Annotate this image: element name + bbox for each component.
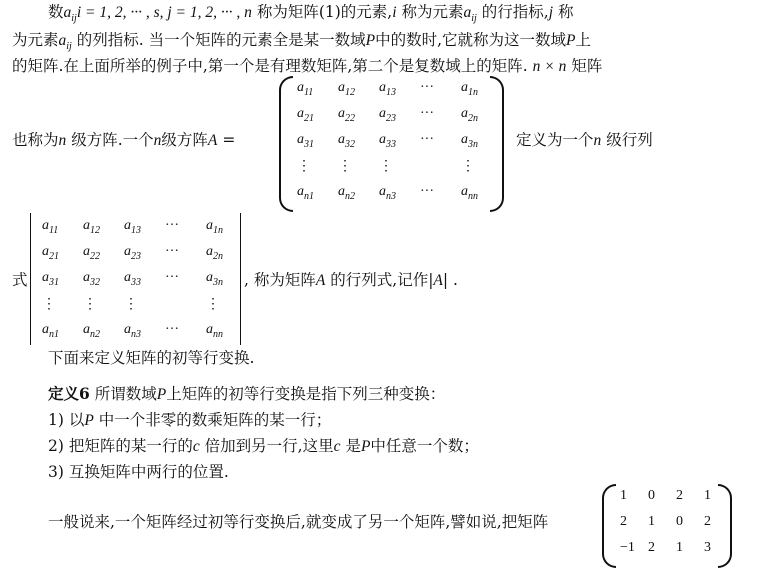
- text-fragment: 一般说来,一个矩阵经过初等行变换后,就变成了另一个矩阵,譬如说,把矩阵: [48, 513, 549, 531]
- matrix-cell: $a_{2n}$: [206, 244, 223, 262]
- math-var: P: [365, 32, 376, 49]
- text-fragment: , 称为矩阵: [244, 271, 316, 289]
- matrix-cell: $a_{22}$: [83, 244, 100, 262]
- text-line-last: [48, 512, 548, 532]
- text-fragment: 级方阵: [161, 131, 208, 149]
- text-fragment: 定义为一个: [516, 131, 594, 149]
- matrix-cell: $a_{31}$: [297, 132, 314, 150]
- text-line-5-right: [244, 270, 458, 291]
- matrix-cell: ···: [420, 184, 434, 199]
- math-var: c: [333, 438, 341, 455]
- matrix-cell: $a_{23}$: [379, 106, 396, 124]
- matrix-cell: ···: [165, 244, 179, 259]
- matrix-cell: 1: [648, 514, 655, 529]
- matrix-cell: ···: [420, 132, 434, 147]
- text-line-2: [12, 30, 591, 57]
- math-var: P: [360, 438, 371, 455]
- matrix-cell: ⋮: [379, 159, 393, 174]
- matrix-cell: −1: [620, 540, 635, 555]
- text-fragment: 倍加到另一行,这里: [204, 437, 334, 455]
- text-fragment: 中一个非零的数乘矩阵的某一行；: [98, 411, 332, 429]
- matrix-cell: 2: [704, 514, 711, 529]
- math-var: c: [192, 438, 200, 455]
- matrix-cell: ···: [420, 106, 434, 121]
- matrix-cell: $a_{23}$: [124, 244, 141, 262]
- text-fragment: 是: [345, 437, 361, 455]
- text-line-3: [12, 56, 602, 77]
- text-fragment: 中任意一个数；: [370, 437, 479, 455]
- matrix-cell: 3: [704, 540, 711, 555]
- text-fragment: 的行列式,记作|: [330, 271, 434, 289]
- text-fragment: 1) 以: [48, 411, 85, 429]
- math-var: j: [548, 4, 553, 21]
- matrix-cell: ⋮: [297, 159, 311, 174]
- matrix-cell: $a_{13}$: [124, 218, 141, 236]
- math-expression: n × n: [532, 58, 567, 75]
- math-var: P: [156, 386, 167, 403]
- matrix-cell: 2: [648, 540, 655, 555]
- matrix-cell: 0: [676, 514, 683, 529]
- matrix-cell: $a_{2n}$: [461, 106, 478, 124]
- math-var: a: [463, 4, 472, 21]
- example-right-parenthesis: [718, 484, 732, 568]
- matrix-cell: 1: [620, 488, 627, 503]
- text-fragment: 数: [48, 3, 64, 21]
- math-var: n: [58, 132, 67, 149]
- matrix-cell: $a_{n1}$: [297, 184, 314, 202]
- math-var: i: [392, 4, 397, 21]
- math-var: A: [315, 272, 326, 289]
- text-fragment: 为元素: [12, 31, 59, 49]
- definition-label: 定义6: [48, 384, 90, 403]
- text-fragment: 级方阵.一个: [71, 131, 154, 149]
- matrix-cell: $a_{nn}$: [206, 322, 223, 340]
- matrix-cell: ⋮: [124, 297, 138, 312]
- text-fragment: 3) 互换矩阵中两行的位置.: [48, 463, 229, 481]
- matrix-cell: 2: [620, 514, 627, 529]
- text-fragment: 称: [557, 3, 574, 21]
- math-var: P: [566, 32, 576, 49]
- matrix-cell: $a_{21}$: [297, 106, 314, 124]
- matrix-cell: 1: [704, 488, 711, 503]
- matrix-cell: 2: [676, 488, 683, 503]
- math-var: P: [84, 412, 94, 429]
- math-var: A: [207, 132, 218, 149]
- list-item-3: [48, 462, 229, 482]
- math-subscript: ij: [471, 13, 477, 25]
- matrix-cell: 0: [648, 488, 655, 503]
- matrix-cell: $a_{n2}$: [83, 322, 100, 340]
- determinant-left-bar: [30, 213, 31, 345]
- text-fragment: 上矩阵的初等行变换是指下列三种变换：: [166, 385, 446, 403]
- text-fragment: 下面来定义矩阵的初等行变换.: [48, 349, 255, 367]
- matrix-cell: ⋮: [42, 297, 56, 312]
- text-fragment: | .: [442, 271, 458, 289]
- text-fragment: 的矩阵.在上面所举的例子中,第一个是有理数矩阵,第二个是复数域上的矩阵.: [12, 57, 528, 75]
- matrix-cell: ···: [165, 218, 179, 233]
- matrix-cell: $a_{11}$: [297, 80, 314, 98]
- matrix-cell: $a_{21}$: [42, 244, 59, 262]
- text-fragment: 上: [575, 31, 592, 49]
- math-var: n: [593, 132, 602, 149]
- matrix-cell: $a_{nn}$: [461, 184, 478, 202]
- matrix-cell: 1: [676, 540, 683, 555]
- text-fragment: 的列指标. 当一个矩阵的元素全是某一数域: [76, 31, 366, 49]
- math-var: n: [153, 132, 162, 149]
- matrix-cell: ⋮: [206, 297, 220, 312]
- math-subscript: ij: [66, 41, 72, 53]
- text-line-1: [48, 2, 573, 29]
- text-line-6: [48, 348, 254, 368]
- text-fragment: 矩阵: [571, 57, 603, 75]
- matrix-cell: $a_{3n}$: [206, 270, 223, 288]
- matrix-cell: $a_{1n}$: [206, 218, 223, 236]
- matrix-cell: $a_{33}$: [124, 270, 141, 288]
- matrix-cell: $a_{n2}$: [338, 184, 355, 202]
- matrix-cell: $a_{22}$: [338, 106, 355, 124]
- list-item-2: [48, 436, 479, 457]
- matrix-cell: $a_{32}$: [83, 270, 100, 288]
- text-fragment: 中的数时,它就称为这一数域: [375, 31, 567, 49]
- math-expression: i = 1, 2, ··· , s, j = 1, 2, ··· , n: [76, 4, 252, 21]
- matrix-cell: $a_{11}$: [42, 218, 59, 236]
- matrix-cell: ⋮: [338, 159, 352, 174]
- text-line-4-right: [516, 130, 653, 151]
- text-fragment: 的行指标,: [481, 3, 549, 21]
- text-fragment: 2) 把矩阵的某一行的: [48, 437, 193, 455]
- text-fragment: 级行列: [606, 131, 653, 149]
- text-fragment: 所谓数域: [94, 385, 157, 403]
- matrix-cell: $a_{33}$: [379, 132, 396, 150]
- matrix-cell: ···: [165, 322, 179, 337]
- list-item-1: [48, 410, 331, 431]
- right-parenthesis: [490, 76, 504, 212]
- text-fragment: 也称为: [12, 131, 59, 149]
- math-var: A: [433, 272, 443, 289]
- matrix-cell: ⋮: [461, 159, 475, 174]
- matrix-cell: $a_{12}$: [338, 80, 355, 98]
- matrix-cell: $a_{31}$: [42, 270, 59, 288]
- matrix-cell: $a_{1n}$: [461, 80, 478, 98]
- matrix-cell: $a_{13}$: [379, 80, 396, 98]
- matrix-cell: $a_{n3}$: [379, 184, 396, 202]
- definition-line: [48, 384, 445, 405]
- matrix-cell: $a_{32}$: [338, 132, 355, 150]
- math-equals: =: [222, 131, 236, 149]
- text-fragment: 式: [12, 271, 28, 289]
- text-line-4: [12, 130, 235, 151]
- matrix-cell: $a_{3n}$: [461, 132, 478, 150]
- matrix-cell: $a_{n1}$: [42, 322, 59, 340]
- left-parenthesis: [279, 76, 293, 212]
- matrix-cell: ···: [420, 80, 434, 95]
- matrix-cell: $a_{12}$: [83, 218, 100, 236]
- example-left-parenthesis: [602, 484, 616, 568]
- text-fragment: 称为元素: [401, 3, 464, 21]
- math-subscript: ij: [71, 13, 77, 25]
- math-var: a: [58, 32, 67, 49]
- matrix-cell: $a_{n3}$: [124, 322, 141, 340]
- text-line-5-left: [12, 270, 28, 290]
- matrix-cell: ⋮: [83, 297, 97, 312]
- text-fragment: 称为矩阵(1)的元素,: [256, 3, 393, 21]
- matrix-cell: ···: [165, 270, 179, 285]
- determinant-right-bar: [240, 213, 241, 345]
- math-var: a: [63, 4, 72, 21]
